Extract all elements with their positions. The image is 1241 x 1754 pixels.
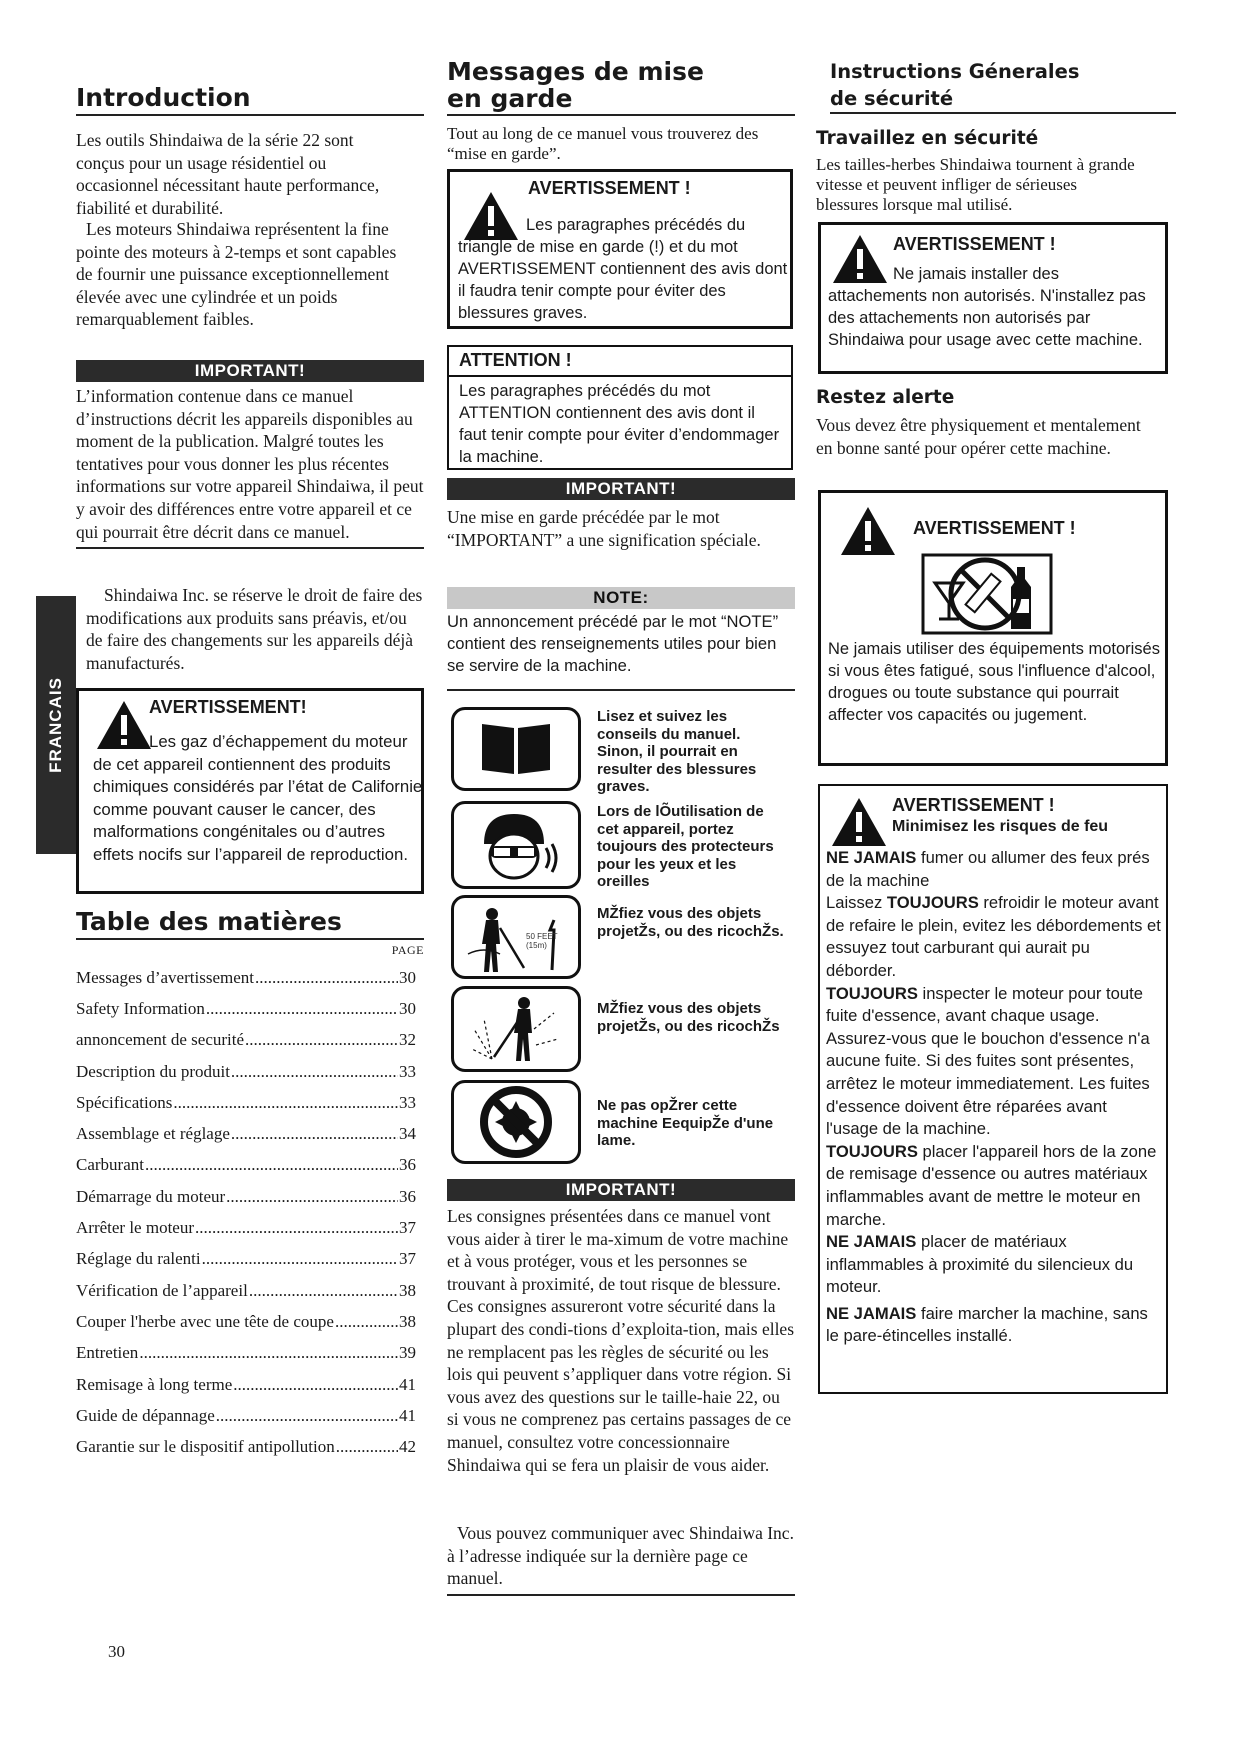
attachments-warning-box — [818, 222, 1168, 374]
fire-rule: NE JAMAIS fumer ou allumer des feux prés de la machine — [826, 848, 1150, 890]
attention-box — [447, 345, 793, 470]
ricochet-icon — [454, 989, 578, 1069]
important-bar: IMPORTANT! — [76, 360, 424, 382]
ricochet-icon-box — [451, 986, 581, 1072]
toc-row[interactable]: Démarrage du moteur ..... 36 — [76, 1181, 416, 1212]
intro-paragraph-2: Les moteurs Shindaiwa représentent la fine pointe des moteurs à 2-temps et sont capables de fournir une puissance exceptionnellement élevée avec une cylindrée et un poids remarquablement faibles. — [76, 219, 397, 330]
alcohol-warning-title: AVERTISSEMENT ! — [913, 518, 1076, 538]
toc-row[interactable]: Arrêter le moteur ..... 37 — [76, 1212, 416, 1243]
note-bar: NOTE: — [447, 587, 795, 609]
toc-title: Table des matières — [76, 908, 424, 940]
attachments-warning-title: AVERTISSEMENT ! — [893, 234, 1056, 254]
important-text-2: Une mise en garde précédée par le mot “IMPORTANT” a une signification spéciale. — [447, 507, 761, 550]
fire-rule: NE JAMAIS faire marcher la machine, sans le pare-étincelles installé. — [826, 1303, 1148, 1346]
toc-row[interactable]: Remisage à long terme ..... 41 — [76, 1369, 416, 1400]
toc-row[interactable]: Safety Information ..... 30 — [76, 993, 416, 1024]
intro-title: Introduction — [76, 84, 424, 116]
toc-row[interactable]: Spécifications ..... 33 — [76, 1087, 416, 1118]
attention-title-rule — [449, 375, 791, 377]
avertissement-text: Les paragraphes précédés du triangle de mise en garde (!) et du mot AVERTISSEMENT contiennent des avis dont il faudra tenir compte pour éviter des blessures graves. — [458, 216, 788, 322]
fire-rule: TOUJOURS placer l'appareil hors de la zone de remisage d'essence ou autres matériaux inflammables avant de mettre le moteur en marche. — [826, 1141, 1157, 1229]
fire-warning-title: AVERTISSEMENT ! — [892, 795, 1055, 815]
important-text-4: Vous pouvez communiquer avec Shindaiwa Inc. à l’adresse indiquée sur la dernière page ce manuel. — [447, 1522, 795, 1596]
fire-rules — [826, 847, 1162, 1348]
fire-warning-subtitle: Minimisez les risques de feu — [892, 818, 1109, 835]
distance-icon-box — [451, 895, 581, 979]
intro-paragraph-1: Les outils Shindaiwa de la série 22 sont conçus pour un usage résidentiel ou occasionnel nécessitant haute performance, fiabilité et durabilité. — [76, 130, 380, 218]
toc-row[interactable]: Vérification de l’appareil ..... 38 — [76, 1275, 416, 1306]
fire-warning-box — [818, 784, 1168, 1394]
toc-row[interactable]: Couper l'herbe avec une tête de coupe ..... 38 — [76, 1306, 416, 1337]
important-text-3: Les consignes présentées dans ce manuel vont vous aider à tirer le ma-ximum de votre machine et à vous protéger, vous et les personnes se trouvant à proximité, de tout risque de blessure. Ces consignes assureront votre sécurité dans la plupart des condi-tions d’exploita-tion, mais elles ne remplacent pas les règles de sécurité ou les lois qui peuvent s’appliquer dans votre région. Si vous avez des questions sur le taille-haie 22, ou si vous ne comprenez pas certains passages de ce manuel, consultez votre concessionnaire Shindaiwa qui se fera un plaisir de vous aider. — [447, 1206, 795, 1475]
attention-text: Les paragraphes précédés du mot ATTENTION contiennent des avis dont il faut tenir compte pour éviter d’endommager la machine. — [459, 382, 780, 466]
important-bar-2: IMPORTANT! — [447, 478, 795, 500]
fire-rule: TOUJOURS inspecter le moteur pour toute fuite d'essence, avant chaque usage. Assurez-vous que le bouchon d'essence n'a aucune fuite. Si des fuites sont présentes, arrêtez le moteur immediatement. Les fuites d'essence doivent être réparées avant l'usage de la machine. — [826, 983, 1150, 1139]
ricochet-icon-text: MŽfiez vous des objets projetŽs, ou des ricochŽs — [597, 1000, 780, 1035]
toc-row[interactable]: Description du produit ..... 33 — [76, 1056, 416, 1087]
toc-row[interactable]: Entretien ..... 39 — [76, 1338, 416, 1369]
toc-row[interactable]: Guide de dépannage ..... 41 — [76, 1400, 416, 1431]
warning-triangle-icon — [830, 796, 888, 848]
alcohol-warning-text: Ne jamais utiliser des équipements motorisés si vous êtes fatigué, sous l'influence d'alcool, drogues ou toute substance qui pourrait affecter vos capacités ou jugement. — [828, 640, 1160, 724]
manual-icon — [454, 710, 578, 788]
important-text: L’information contenue dans ce manuel d’instructions décrit les appareils disponibles au moment de la publication. Malgré toutes les tentatives pour vous donner les plus récentes informations sur votre appareil Shindaiwa, il peut y avoir des différences entre votre appareil et ce qui pourrait être décrit dans ce manuel. — [76, 385, 424, 549]
warning-text: Les gaz d’échappement du moteur de cet appareil contiennent des produits chimiques considérés par l’état de Californie comme pouvant causer le cancer, des malformations congénitales ou d’autres effets nocifs sur l’appareil de reproduction. — [93, 732, 423, 864]
distance-icon-text: MŽfiez vous des objets projetŽs, ou des ricochŽs. — [597, 905, 784, 940]
messages-intro: Tout au long de ce manuel vous trouverez des “mise en garde”. — [447, 124, 759, 163]
no-blade-icon-box — [451, 1080, 581, 1164]
safety-title — [830, 58, 1176, 114]
warning-title: AVERTISSEMENT! — [149, 697, 307, 717]
no-alcohol-icon — [921, 553, 1053, 635]
distance-label: 50 FEET (15m) — [526, 932, 558, 950]
avertissement-title: AVERTISSEMENT ! — [528, 178, 691, 198]
messages-title-line1: Messages de mise — [447, 57, 704, 86]
fire-rule: NE JAMAIS placer de matériaux inflammables à proximité du silencieux du moteur. — [826, 1232, 1134, 1297]
stay-alert-text: Vous devez être physiquement et mentalement en bonne santé pour opérer cette machine. — [816, 415, 1141, 458]
attachments-warning-text: Ne jamais installer des attachements non autorisés. N'installez pas des attachements non autorisés par Shindaiwa pour usage avec cette machine. — [828, 265, 1146, 349]
work-safely-title: Travaillez en sécurité — [816, 128, 1039, 149]
warning-triangle-icon — [839, 505, 897, 557]
page-number: 30 — [108, 1642, 125, 1661]
no-blade-icon-text: Ne pas opŽrer cette machine EequipŽe d'une lame. — [597, 1097, 774, 1149]
messages-title — [447, 58, 795, 116]
stay-alert-title: Restez alerte — [816, 387, 955, 408]
toc-row[interactable]: Messages d’avertissement ..... 30 — [76, 962, 416, 993]
safety-title-line1: Instructions Génerales — [830, 60, 1080, 83]
avertissement-box — [447, 169, 793, 329]
toc-row[interactable]: Assemblage et réglage ..... 34 — [76, 1118, 416, 1149]
toc-row[interactable]: Carburant ..... 36 — [76, 1150, 416, 1181]
toc-row[interactable]: Garantie sur le dispositif antipollution ..... 42 — [76, 1431, 416, 1462]
language-label: FRANCAIS — [46, 677, 65, 773]
language-side-tab — [36, 596, 76, 854]
reserve-text: Shindaiwa Inc. se réserve le droit de faire des modifications aux produits sans préavis, et/ou de faire des changements sur les appareils déjà manufacturés. — [86, 585, 423, 673]
toc-row[interactable]: annoncement de securité ..... 32 — [76, 1025, 416, 1056]
no-blade-icon — [454, 1083, 578, 1161]
toc-list — [76, 962, 416, 1463]
alcohol-warning-box — [818, 490, 1168, 766]
exhaust-warning-box — [76, 688, 424, 894]
manual-icon-text: Lisez et suivez les conseils du manuel. Sinon, il pourrait en resulter des blessures graves. — [597, 708, 757, 795]
important-bar-3: IMPORTANT! — [447, 1179, 795, 1201]
fire-rule: Laissez TOUJOURS refroidir le moteur avant de refaire le plein, evitez les débordements et essuyez tout carburant qui aurait pu déborder. — [826, 893, 1161, 980]
work-safely-text: Les tailles-herbes Shindaiwa tournent à grande vitesse et peuvent infliger de sérieuses blessures lorsque mal utilisé. — [816, 155, 1135, 214]
protective-gear-icon — [454, 804, 578, 886]
protective-gear-icon-box — [451, 801, 581, 889]
protective-gear-icon-text: Lors de lÕutilisation de cet appareil, portez toujours des protecteurs pour les yeux et les oreilles — [597, 803, 774, 890]
manual-icon-box — [451, 707, 581, 791]
note-text: Un annoncement précédé par le mot “NOTE” contient des renseignements utiles pour bien se servire de la machine. — [447, 611, 795, 691]
safety-title-line2: de sécurité — [830, 87, 954, 110]
messages-title-line2: en garde — [447, 84, 573, 113]
attention-title: ATTENTION ! — [459, 350, 572, 370]
toc-page-label: PAGE — [391, 943, 424, 957]
toc-row[interactable]: Réglage du ralenti ..... 37 — [76, 1244, 416, 1275]
